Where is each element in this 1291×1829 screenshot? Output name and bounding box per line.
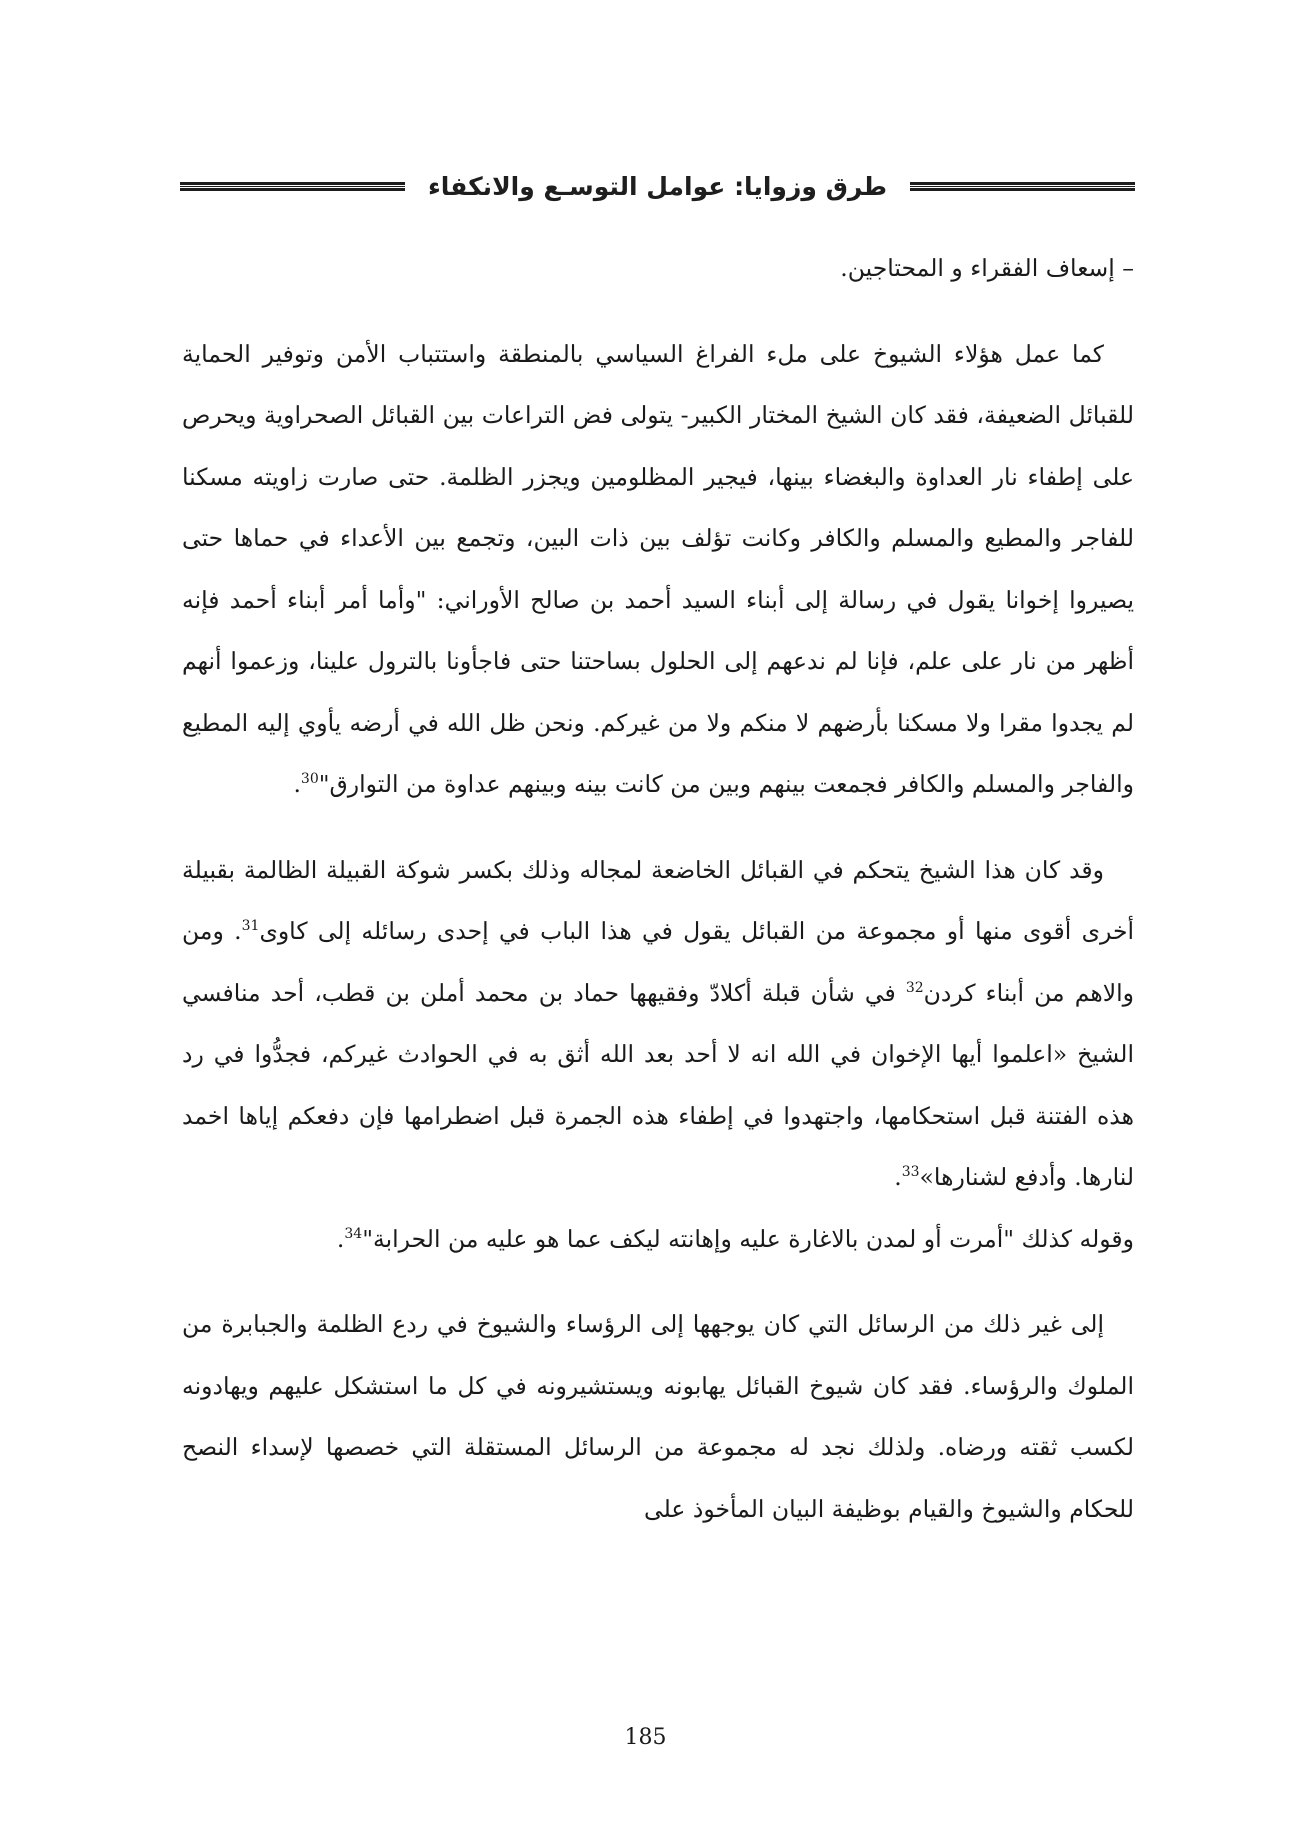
paragraph-2 bbox=[182, 324, 1134, 816]
paragraph-gap bbox=[182, 1270, 1134, 1294]
paragraph-gap bbox=[182, 300, 1134, 324]
paragraph-3a-text: وقد كان هذا الشيخ يتحكم في القبائل الخاضعة لمجاله وذلك بكسر شوكة القبيلة الظالمة بقبيلة أخرى أقوى منها أو مجموعة من القبائل يقول في هذا الباب في إحدى رسائله إلى كاوى bbox=[182, 855, 1134, 945]
paragraph-1-text: – إسعاف الفقراء و المحتاجين. bbox=[840, 254, 1134, 282]
footnote-ref-30[interactable]: 30 bbox=[300, 771, 319, 788]
footnote-ref-31[interactable]: 31 bbox=[241, 918, 260, 935]
paragraph-4-text: إلى غير ذلك من الرسائل التي كان يوجهها إلى الرؤساء والشيوخ في ردع الظلمة والجبابرة من الملوك والرؤساء. فقد كان شيوخ القبائل يهابونه ويستشيرونه في كل ما استشكل عليهم ويهادونه لكسب ثقته ورضاه. ولذلك نجد له مجموعة من الرسائل المستقلة التي خصصها لإسداء النصح للحكام والشيوخ والقيام بوظيفة البيان المأخوذ على bbox=[182, 1310, 1134, 1523]
footnote-ref-33[interactable]: 33 bbox=[901, 1164, 920, 1181]
footnote-ref-32[interactable]: 32 bbox=[905, 979, 924, 996]
paragraph-3d-text: وقوله كذلك "أمرت أو لمدن بالاغارة عليه وإهانته ليكف عما هو عليه من الحرابة" bbox=[362, 1224, 1134, 1253]
header-title: طرق وزوايا: عوامل التوسـع والانكفاء bbox=[427, 171, 888, 201]
paragraph-gap bbox=[182, 816, 1134, 840]
paragraph-2-text: كما عمل هؤلاء الشيوخ على ملء الفراغ السياسي بالمنطقة واستتباب الأمن وتوفير الحماية للقبائل الضعيفة، فقد كان الشيخ المختار الكبير- يتولى فض التراعات بين القبائل الصحراوية ويحرص على إطفاء نار العداوة والبغضاء بينها، فيجير المظلومين ويجزر الظلمة. حتى صارت زاويته مسكنا للفاجر والمطيع والمسلم والكافر وكانت تؤلف بين ذات البين، وتجمع بين الأعداء في حماها حتى يصيروا إخوانا يقول في رسالة إلى أبناء السيد أحمد بن صالح الأوراني: "وأما أمر أبناء أحمد فإنه أظهر من نار على علم، فإنا لم ندعهم إلى الحلول بساحتنا حتى فاجأونا بالترول علينا، وزعموا أنهم لم يجدوا مقرا ولا مسكنا بأرضهم لا منكم ولا من غيركم. ونحن ظل الله في أرضه يأوي إليه المطيع والفاجر والمسلم والكافر فجمعت بينهم وبين من كانت بينه وبينهم عداوة من التوارق" bbox=[182, 339, 1134, 798]
paragraph-3d-end: . bbox=[336, 1224, 345, 1253]
paragraph-1 bbox=[182, 238, 1134, 300]
paragraph-3c-end: . bbox=[894, 1163, 902, 1191]
page-number: 185 bbox=[624, 1725, 667, 1750]
paragraph-3c-text: في شأن قبلة أكلادّ وفقيهها حماد بن محمد أملن بن قطب، أحد منافسي الشيخ «اعلموا أيها الإخوان في الله انه لا أحد بعد الله أثق به في الحوادث غيركم، فجدُّوا في رد هذه الفتنة قبل استحكامها، واجتهدوا في إطفاء هذه الجمرة قبل اضطرامها فإن دفعكم إياها اخمد لنارها. وأدفع لشنارها» bbox=[182, 978, 1134, 1191]
paragraph-4 bbox=[182, 1294, 1134, 1540]
paragraph-3b-text: . ومن والاهم من أبناء كردن bbox=[182, 917, 1135, 1007]
paragraph-2-end: . bbox=[293, 770, 301, 798]
body-text bbox=[182, 238, 1134, 1540]
paragraph-3 bbox=[182, 840, 1134, 1271]
footnote-ref-34[interactable]: 34 bbox=[344, 1225, 363, 1242]
header-rule-left bbox=[180, 182, 405, 191]
header-rule-right bbox=[910, 182, 1135, 191]
running-header bbox=[180, 168, 1135, 204]
